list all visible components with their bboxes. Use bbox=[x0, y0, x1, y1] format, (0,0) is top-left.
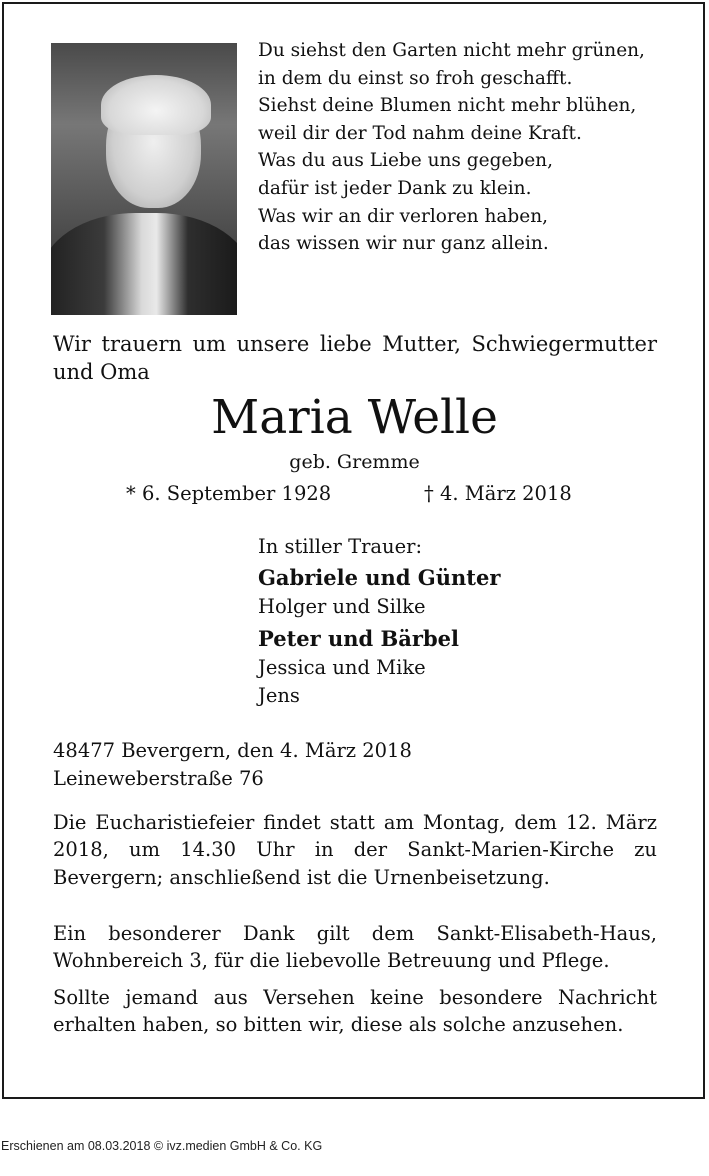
thanks-note: Ein besonderer Dank gilt dem Sankt-Elisabeth-Haus, Wohnbereich 3, für die liebevolle Betreuung und Pflege. bbox=[53, 922, 657, 973]
poem-line: Was wir an dir verloren haben, bbox=[258, 205, 549, 227]
poem-line: Was du aus Liebe uns gegeben, bbox=[258, 150, 553, 172]
family-name: Peter und Bärbel bbox=[258, 626, 459, 651]
publication-footer: Erschienen am 08.03.2018 © ivz.medien GmbH & Co. KG bbox=[1, 1139, 323, 1153]
family-name: Gabriele und Günter bbox=[258, 565, 501, 590]
poem bbox=[258, 37, 645, 258]
poem-line: das wissen wir nur ganz allein. bbox=[258, 233, 549, 255]
poem-line: weil dir der Tod nahm deine Kraft. bbox=[258, 122, 582, 144]
place-date: 48477 Bevergern, den 4. März 2018 bbox=[53, 739, 412, 762]
portrait-photo bbox=[51, 43, 237, 315]
poem-line: Siehst deine Blumen nicht mehr blühen, bbox=[258, 95, 637, 117]
address: Leineweberstraße 76 bbox=[53, 767, 264, 790]
poem-line: in dem du einst so froh geschafft. bbox=[258, 67, 573, 89]
poem-line: dafür ist jeder Dank zu klein. bbox=[258, 177, 532, 199]
family-member: Jens bbox=[258, 684, 300, 707]
place-and-address bbox=[53, 737, 412, 793]
birth-date: * 6. September 1928 bbox=[126, 482, 332, 505]
family-member: Jessica und Mike bbox=[258, 656, 426, 679]
mourners-list bbox=[258, 533, 500, 710]
deceased-name: Maria Welle bbox=[211, 390, 498, 445]
death-date: † 4. März 2018 bbox=[424, 482, 572, 505]
poem-line: Du siehst den Garten nicht mehr grünen, bbox=[258, 40, 645, 61]
maiden-name: geb. Gremme bbox=[289, 451, 420, 473]
family-member: Holger und Silke bbox=[258, 595, 426, 618]
service-info: Die Eucharistiefeier findet statt am Montag, dem 12. März 2018, um 14.30 Uhr in der Sankt-Marien-Kirche zu Bevergern; anschließend ist die Urnenbeisetzung. bbox=[53, 811, 657, 889]
notice-note: Sollte jemand aus Versehen keine besondere Nachricht erhalten haben, so bitten wir, diese als solche anzusehen. bbox=[53, 986, 657, 1037]
mourners-label: In stiller Trauer: bbox=[258, 535, 423, 558]
intro-text: Wir trauern um unsere liebe Mutter, Schwiegermutter und Oma bbox=[53, 332, 657, 384]
